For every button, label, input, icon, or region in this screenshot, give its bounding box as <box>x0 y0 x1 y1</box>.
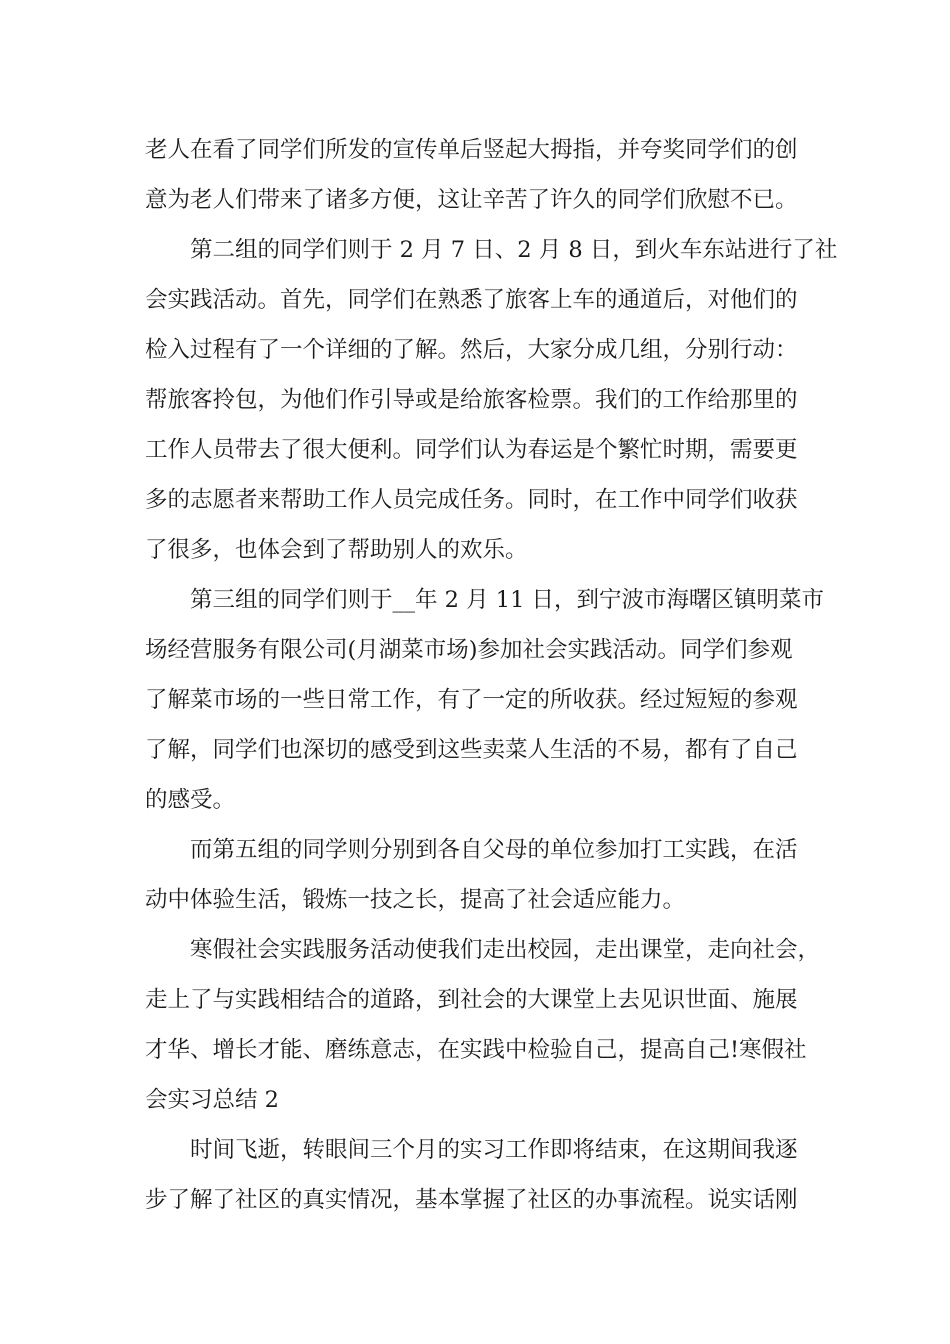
text-line <box>0 575 950 625</box>
text-line <box>0 225 950 275</box>
line-text: 动中体验生活，锻炼一技之长，提高了社会适应能力。 <box>145 887 686 913</box>
line-text: 工作人员带去了很大便利。同学们认为春运是个繁忙时期，需要更 <box>145 437 798 463</box>
text-line <box>0 375 950 425</box>
line-text: 会实习总结 2 <box>145 1087 279 1113</box>
text-line <box>0 175 950 225</box>
text-line <box>0 475 950 525</box>
text-line <box>0 875 950 925</box>
line-text: 寒假社会实践服务活动使我们走出校园，走出课堂，走向社会， <box>190 937 821 963</box>
line-text: 了解，同学们也深切的感受到这些卖菜人生活的不易，都有了自己 <box>145 737 798 763</box>
line-text: 多的志愿者来帮助工作人员完成任务。同时，在工作中同学们收获 <box>145 487 798 513</box>
line-text: 检入过程有了一个详细的了解。然后，大家分成几组，分别行动： <box>145 337 798 363</box>
line-text: 意为老人们带来了诸多方便，这让辛苦了许久的同学们欣慰不已。 <box>145 187 798 213</box>
line-text: 帮旅客拎包，为他们作引导或是给旅客检票。我们的工作给那里的 <box>145 387 798 413</box>
text-line <box>0 825 950 875</box>
text-line <box>0 1125 950 1175</box>
line-text: 时间飞逝，转眼间三个月的实习工作即将结束，在这期间我逐 <box>190 1137 798 1163</box>
text-line <box>0 975 950 1025</box>
text-line <box>0 925 950 975</box>
text-line <box>0 1025 950 1075</box>
text-line <box>0 425 950 475</box>
text-line <box>0 125 950 175</box>
text-line <box>0 325 950 375</box>
line-text: 才华、增长才能、磨练意志，在实践中检验自己，提高自己!寒假社 <box>145 1037 807 1063</box>
text-line <box>0 1175 950 1225</box>
text-line <box>0 675 950 725</box>
line-text: 的感受。 <box>145 787 236 813</box>
text-line <box>0 775 950 825</box>
text-line <box>0 525 950 575</box>
line-text: 走上了与实践相结合的道路，到社会的大课堂上去见识世面、施展 <box>145 987 798 1013</box>
line-text: 而第五组的同学则分别到各自父母的单位参加打工实践，在活 <box>190 837 798 863</box>
line-text: 了解菜市场的一些日常工作，有了一定的所收获。经过短短的参观 <box>145 687 798 713</box>
text-line <box>0 1075 950 1125</box>
text-line <box>0 625 950 675</box>
line-text: 会实践活动。首先，同学们在熟悉了旅客上车的通道后，对他们的 <box>145 287 798 313</box>
line-text: 步了解了社区的真实情况，基本掌握了社区的办事流程。说实话刚 <box>145 1187 798 1213</box>
line-text: 第二组的同学们则于 2 月 7 日、2 月 8 日，到火车东站进行了社 <box>190 237 838 263</box>
line-text: 老人在看了同学们所发的宣传单后竖起大拇指，并夸奖同学们的创 <box>145 137 798 163</box>
line-text: 第三组的同学们则于__年 2 月 11 日，到宁波市海曙区镇明菜市 <box>190 587 825 613</box>
line-text: 场经营服务有限公司(月湖菜市场)参加社会实践活动。同学们参观 <box>145 637 793 663</box>
line-text: 了很多，也体会到了帮助别人的欢乐。 <box>145 537 528 563</box>
text-line <box>0 275 950 325</box>
text-line <box>0 725 950 775</box>
